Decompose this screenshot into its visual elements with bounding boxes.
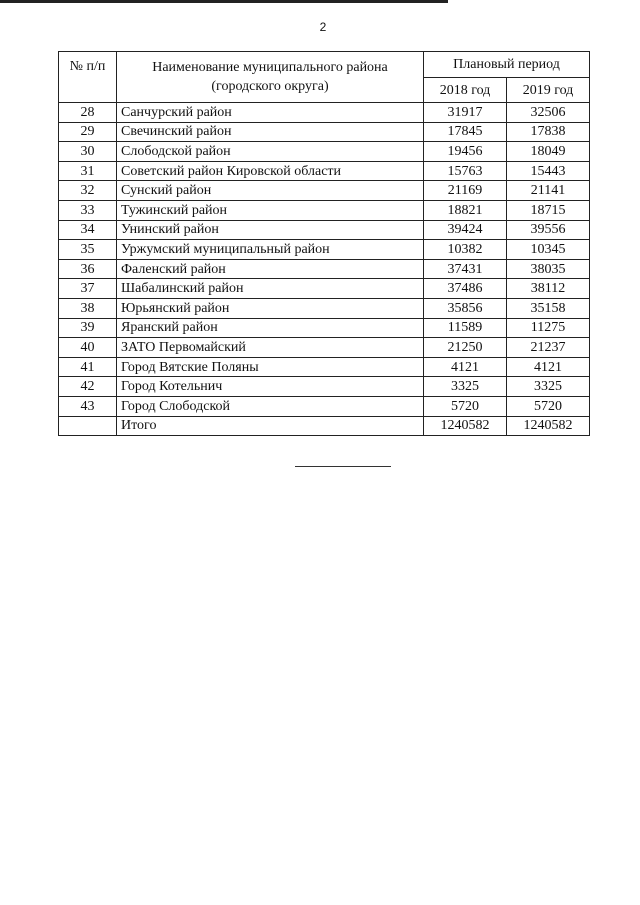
row-value-2018: 17845: [424, 122, 507, 142]
row-name: Шабалинский район: [117, 279, 424, 299]
row-name: Унинский район: [117, 220, 424, 240]
top-rule: [0, 0, 448, 3]
row-value-2019: 18715: [507, 200, 590, 220]
row-name: Советский район Кировской области: [117, 161, 424, 181]
table-row: [59, 318, 590, 338]
row-name: Тужинский район: [117, 200, 424, 220]
header-num: № п/п: [59, 52, 117, 103]
row-value-2019: 21141: [507, 181, 590, 201]
row-value-2019: 18049: [507, 142, 590, 162]
header-name: Наименование муниципального района (городского округа): [117, 52, 424, 103]
row-value-2019: 38035: [507, 259, 590, 279]
row-value-2018: 3325: [424, 377, 507, 397]
header-year-2019: 2019 год: [507, 78, 590, 103]
table-row: [59, 396, 590, 416]
row-value-2018: 35856: [424, 298, 507, 318]
row-name: ЗАТО Первомайский: [117, 338, 424, 358]
row-value-2019: 4121: [507, 357, 590, 377]
table-row: [59, 122, 590, 142]
row-num: 38: [59, 298, 117, 318]
row-num: 42: [59, 377, 117, 397]
row-value-2019: 5720: [507, 396, 590, 416]
table-row: [59, 142, 590, 162]
footer-rule: [295, 466, 391, 467]
row-value-2019: 3325: [507, 377, 590, 397]
row-num: 32: [59, 181, 117, 201]
row-value-2019: 11275: [507, 318, 590, 338]
row-name: Сунский район: [117, 181, 424, 201]
row-value-2018: 21250: [424, 338, 507, 358]
page-number: 2: [319, 20, 327, 34]
row-value-2018: 39424: [424, 220, 507, 240]
row-value-2019: 39556: [507, 220, 590, 240]
table-row: [59, 279, 590, 299]
row-value-2018: 10382: [424, 240, 507, 260]
total-num: [59, 416, 117, 436]
row-name: Город Вятские Поляны: [117, 357, 424, 377]
row-value-2018: 5720: [424, 396, 507, 416]
header-year-2018: 2018 год: [424, 78, 507, 103]
table-row: [59, 181, 590, 201]
table-body: [59, 103, 590, 417]
row-value-2019: 15443: [507, 161, 590, 181]
row-value-2018: 31917: [424, 103, 507, 123]
total-2018: 1240582: [424, 416, 507, 436]
table-row: [59, 338, 590, 358]
row-num: 30: [59, 142, 117, 162]
row-num: 33: [59, 200, 117, 220]
total-row: [59, 416, 590, 436]
row-num: 43: [59, 396, 117, 416]
row-name: Уржумский муниципальный район: [117, 240, 424, 260]
total-2019: 1240582: [507, 416, 590, 436]
row-num: 28: [59, 103, 117, 123]
row-value-2018: 37431: [424, 259, 507, 279]
row-value-2018: 21169: [424, 181, 507, 201]
row-value-2019: 32506: [507, 103, 590, 123]
row-value-2018: 4121: [424, 357, 507, 377]
budget-table: [58, 51, 590, 436]
table-footer: [59, 416, 590, 436]
table-row: [59, 259, 590, 279]
row-name: Юрьянский район: [117, 298, 424, 318]
row-value-2018: 11589: [424, 318, 507, 338]
row-value-2019: 35158: [507, 298, 590, 318]
table-row: [59, 357, 590, 377]
table-header: [59, 52, 590, 103]
row-num: 34: [59, 220, 117, 240]
row-name: Свечинский район: [117, 122, 424, 142]
row-num: 39: [59, 318, 117, 338]
table-row: [59, 298, 590, 318]
row-name: Слободской район: [117, 142, 424, 162]
table-row: [59, 200, 590, 220]
table-row: [59, 240, 590, 260]
row-value-2018: 19456: [424, 142, 507, 162]
row-value-2019: 38112: [507, 279, 590, 299]
row-name: Санчурский район: [117, 103, 424, 123]
row-num: 40: [59, 338, 117, 358]
row-num: 29: [59, 122, 117, 142]
row-value-2018: 15763: [424, 161, 507, 181]
table-row: [59, 220, 590, 240]
row-value-2019: 17838: [507, 122, 590, 142]
row-name: Фаленский район: [117, 259, 424, 279]
row-num: 35: [59, 240, 117, 260]
row-name: Город Слободской: [117, 396, 424, 416]
row-value-2018: 37486: [424, 279, 507, 299]
row-value-2018: 18821: [424, 200, 507, 220]
row-num: 36: [59, 259, 117, 279]
row-value-2019: 10345: [507, 240, 590, 260]
row-value-2019: 21237: [507, 338, 590, 358]
row-num: 41: [59, 357, 117, 377]
row-num: 31: [59, 161, 117, 181]
table-row: [59, 103, 590, 123]
table-row: [59, 161, 590, 181]
table-row: [59, 377, 590, 397]
total-label: Итого: [117, 416, 424, 436]
row-name: Город Котельнич: [117, 377, 424, 397]
header-period: Плановый период: [424, 52, 590, 78]
row-num: 37: [59, 279, 117, 299]
row-name: Яранский район: [117, 318, 424, 338]
